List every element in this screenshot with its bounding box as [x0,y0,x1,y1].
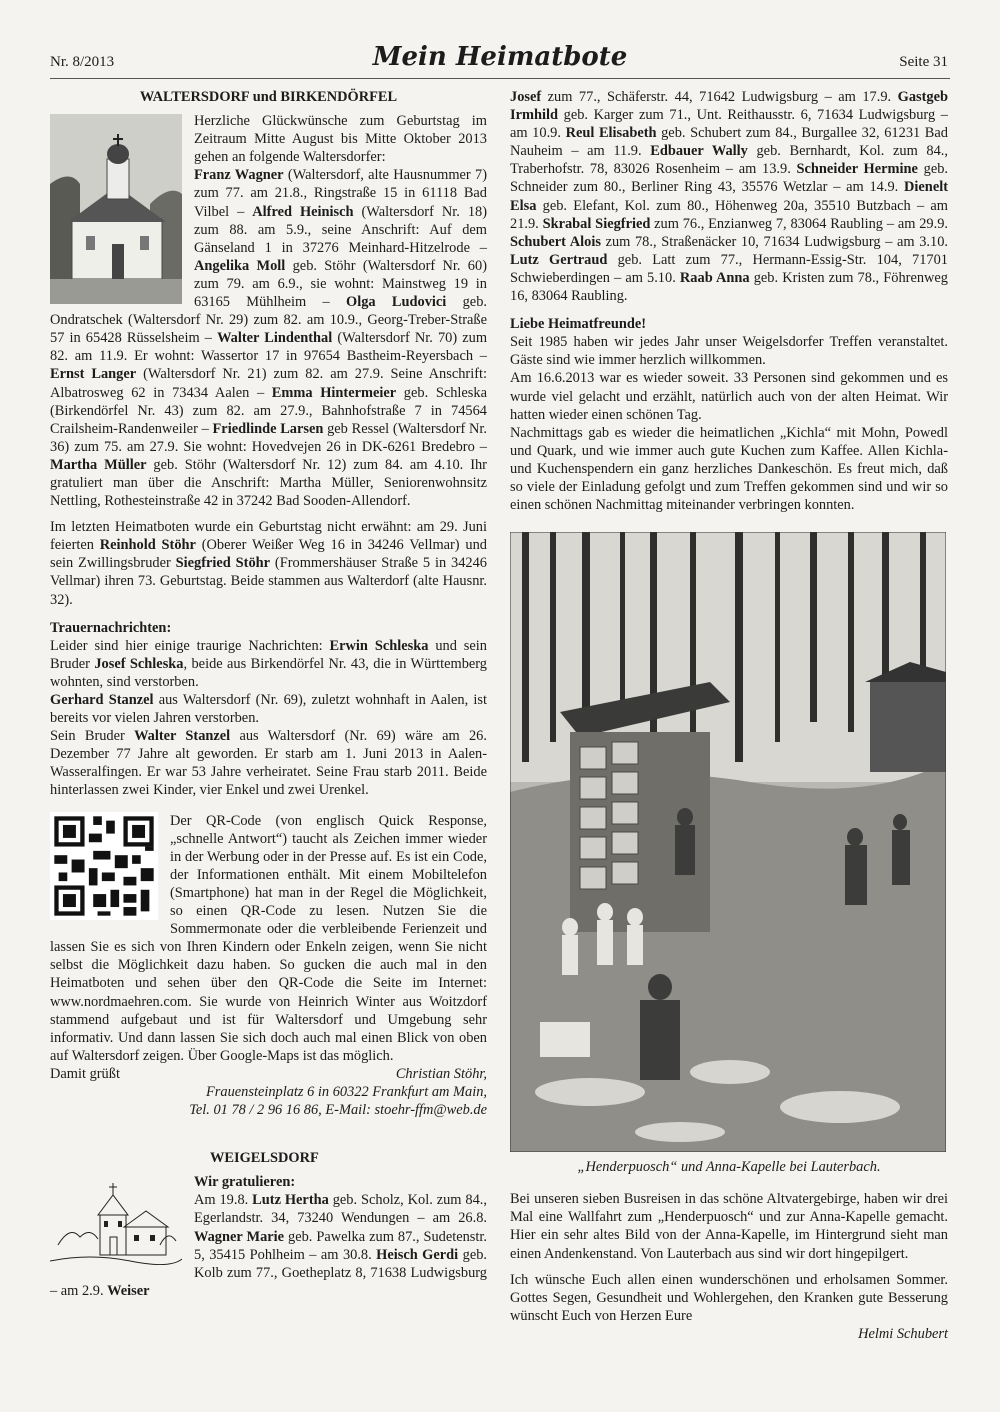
treffen-paragraph-1: Seit 1985 haben wir jedes Jahr unser Weigelsdorfer Treffen veranstaltet. Gäste sind wie immer herzlich willkommen. [510,334,948,369]
missed-birthday [50,518,487,608]
greeting: Damit grüßt [50,1065,120,1082]
page-number: Seite 31 [899,54,948,70]
text-run: geb. Bernhardt, Kol. zum 84., Traberhofstr. 78, 83026 Rosenheim – am 13.9. [510,143,948,178]
bold-name: Gerhard Stanzel [50,692,154,708]
bold-name: Heisch Gerdi [376,1246,459,1263]
bold-name: Josef [510,89,542,105]
page-header [0,42,1000,82]
bold-name: Reul Elisabeth [565,125,657,142]
left-column [50,88,487,1300]
text-run: aus Waltersdorf (Nr. 69) wäre am 26. Dezember 77 Jahre alt geworden. Er starb am 1. Juni 2013 in Aalen-Wasseralfingen. Er war 53 Jahre verheiratet. Seine Frau starb 2011. Beide hinterlassen zwei Kinder, vier Enkel und zwei Urenkel. [50,728,487,799]
text-run: geb. Schubert zum 84., Burgallee 32, 61231 Bad Nauheim – am 11.9. [510,125,948,160]
qr-code-text: Der QR-Code (von englisch Quick Response, „schnelle Antwort“) taucht als Zeichen immer wieder in der Werbung oder in der Presse auf. Es ist ein Code, der Informationen enthält. Mit einem Mobiltelefon (Smartphone) hat man in der Regel die Möglichkeit, so einen QR-Code zu lesen. Nutzen Sie die Sommermonate oder die verbleibende Ferienzeit und lassen Sie es sich von Ihren Kindern oder Enkeln zeigen, wenn Sie nicht selbst die Möglichkeit dazu haben. So gucken die auch mal in den Heimatboten und sehen über den QR-Code die Seite im Internet: www.nordmaehren.com. Sie wurde von Heinrich Winter aus Woitzdorf stammend aufgebaut und ist für Waltersdorf und Umgebung sehr informativ. Und dann lassen Sie sich doch auch mal einen Blick von oben auf Waltersdorf zeigen. Über Google-Maps ist das möglich. [50,812,487,1064]
text-run: Sein Bruder [50,728,135,745]
text-run: zum 77., Schäferstr. 44, 71642 Ludwigsburg – am 17.9. [541,89,898,105]
signature-contact: Tel. 01 78 / 2 96 16 86, E-Mail: stoehr-ffm@web.de [189,1102,487,1119]
text-run: geb. Kristen zum 78., Föhrenweg 16, 83064 Raubling. [510,269,948,305]
signature-address: Frauensteinplatz 6 in 60322 Frankfurt am Main, [205,1083,487,1100]
text-run: (Waltersdorf Nr. 18) zum 88. am 5.9., seine Anschrift: Auf dem Gänseland 1 in 37276 Meinhard-Hitzelrode – [194,203,488,256]
bold-name: Siegfried Stöhr [175,555,271,572]
bold-name: Raab Anna [679,269,750,286]
text-run: und sein Bruder [50,637,487,672]
village-sketch [50,1175,182,1271]
trauer-paragraph-1 [50,637,487,691]
bold-name: Edbauer Wally [650,143,748,160]
bold-name: Olga Ludovici [346,294,447,311]
text-run: geb. Schleska (Birkendörfel Nr. 43) zum 82. am 27.9., Bahnhofstraße 7 in 74564 Crailsheim-Randenweiler – [50,384,487,437]
text-run: Im letzten Heimatboten wurde ein Geburtstag nicht erwähnt: am 29. Juni feierten [50,519,487,554]
trauer-paragraph-3 [50,727,487,799]
bold-name: Alfred Heinisch [252,203,354,220]
closing-signature: Helmi Schubert [858,1325,948,1342]
right-column [510,88,948,1343]
bold-name: Lutz Hertha [252,1192,329,1209]
bold-name: Walter Stanzel [134,728,231,745]
text-run: aus Waltersdorf (Nr. 69), zuletzt wohnhaft in Aalen, ist bereits vor vielen Jahren verstorben. [50,692,487,727]
bold-name: Schneider Hermine [796,161,918,178]
text-run: geb. Stöhr (Waltersdorf Nr. 12) zum 84. am 4.10. Ihr gratuliert man über die Anschrift: Martha Müller, Seniorenwohnsitz Nettling, Rothesteinstraße 42 in 37242 Bad Sooden-Allendorf. [50,456,487,510]
header-rule [50,78,950,79]
bold-name: Wagner Marie [194,1228,285,1245]
treffen-paragraph-2: Am 16.6.2013 war es wieder soweit. 33 Personen sind gekommen und es wurde viel gelacht und erzählt, natürlich auch von der alten Heimat. Wir hatten wieder einen schönen Tag. [510,370,948,423]
signature-line [50,1065,487,1083]
henderpuosch-photo [510,532,946,1152]
masthead-logo: Mein Heimatbote [372,42,628,72]
text-run: geb. Pawelka zum 87., Sudetenstr. 5, 35415 Pohlheim – am 30.8. [194,1228,487,1263]
text-run: zum 78., Straßenäcker 10, 71634 Ludwigsburg – am 3.10. [600,233,948,250]
signature-name: Christian Stöhr, [395,1065,487,1082]
section-title-waltersdorf: WALTERSDORF und BIRKENDÖRFEL [139,89,398,105]
bold-name: Dienelt Elsa [510,179,948,214]
text-run: (Waltersdorf Nr. 21) zum 82. am 27.9. Seine Anschrift: Albatrosweg 62 in 73434 Aalen – [50,366,488,401]
bold-name: Angelika Moll [194,257,286,274]
congratulations-heading: Wir gratulieren: [194,1174,296,1191]
bold-name: Skrabal Siegfried [542,215,651,232]
text-run: geb. Ondratschek (Waltersdorf Nr. 29) zum 82. am 10.9., Georg-Treber-Straße 57 in 65428 Rüsselsheim – [50,294,487,347]
text-run: , beide aus Birkendörfel Nr. 43, die in Württemberg wohnten, sind verstorben. [50,655,487,690]
issue-number: Nr. 8/2013 [50,54,115,70]
text-run: Leider sind hier einige traurige Nachrichten: [50,637,330,654]
bold-name: Reinhold Stöhr [99,537,196,554]
bold-name: Weiser [107,1282,150,1299]
bold-name: Schubert Alois [510,233,601,250]
chapel-photo [50,114,182,304]
text-run: zum 76., Enzianweg 7, 83064 Raubling – am 29.9. [650,215,948,232]
closing-paragraph: Ich wünsche Euch allen einen wunderschönen und erholsamen Sommer. Gottes Segen, Gesundheit und Wohlergehen, den Kranken gute Besserung wünscht Euch von Herzen Eure [510,1271,948,1324]
bold-name: Friedlinde Larsen [212,420,324,437]
text-run: (Oberer Weißer Weg 16 in 34246 Vellmar) und sein Zwillingsbruder [50,537,487,572]
text-run: (Frommershäuser Straße 5 in 34246 Vellmar) ihren 73. Geburtstag. Beide stammen aus Walterdorf (alte Hausnr. 32). [50,555,487,608]
text-run: geb. Karger zum 71., Unt. Reithausstr. 6, 71634 Ludwigsburg – am 10.9. [510,107,948,142]
bold-name: Josef Schleska [94,655,184,672]
wallfahrt-paragraph: Bei unseren sieben Busreisen in das schöne Altvatergebirge, haben wir drei Mal eine Wallfahrt zum „Henderpuosch“ und zur Anna-Kapelle gemacht. Hier ein sehr altes Bild von der Anna-Kapelle, im Hintergrund sieht man einen Andenkenstand. Von Lauterbach aus sind wir dort hingepilgert. [510,1191,948,1262]
text-run: geb. Schneider zum 80., Berliner Ring 43, 35576 Wetzlar – am 14.9. [510,161,949,196]
weigelsdorf-birthdays-continued [510,88,948,305]
qr-code-image [50,812,158,920]
section-title-weigelsdorf: WEIGELSDORF [210,1150,319,1167]
photo-caption: „Henderpuosch“ und Anna-Kapelle bei Lauterbach. [577,1159,881,1176]
text-run: geb. Latt zum 77., Hermann-Essig-Str. 104, 71701 Schwieberdingen – am 5.10. [510,251,948,286]
bold-name: Walter Lindenthal [217,330,333,347]
bold-name: Gastgeb Irmhild [510,89,948,124]
text-run: geb. Kolb zum 77., Goetheplatz 8, 71638 Ludwigsburg – am 2.9. [50,1246,487,1299]
text-run: geb Ressel (Waltersdorf Nr. 36) zum 75. am 27.9. Sie wohnt: Hovedvejen 26 in DK-6261 Bredebro – [50,420,487,455]
bold-name: Erwin Schleska [329,637,429,654]
text-run: geb. Stöhr (Waltersdorf Nr. 60) zum 79. am 6.9., sie wohnt: Mainstweg 19 in 63165 Mühlheim – [194,257,487,311]
liebe-heading: Liebe Heimatfreunde! [510,316,647,333]
bold-name: Ernst Langer [50,366,137,383]
trauer-heading: Trauernachrichten: [50,619,172,636]
text-run: (Waltersdorf Nr. 70) zum 82. am 11.9. Er wohnt: Wassertor 17 in 97654 Bastheim-Reyersbach – [50,330,488,365]
bold-name: Emma Hintermeier [271,384,397,401]
treffen-paragraph-3: Nachmittags gab es wieder die heimatlichen „Kichla“ mit Mohn, Powedl und Quark, und wie immer auch gute Kuchen zum Kaffee. Allen Kichla- und Kuchenspendern ein ganz herzliches Dankeschön. Es freut mich, daß so viele der Einladung gefolgt und zum Treffen gekommen sind und wir so einen schönen Nachmittag miteinander verbringen konnten. [510,424,948,514]
birthday-intro: Herzliche Glückwünsche zum Geburtstag im Zeitraum Mitte August bis Mitte Oktober 2013 gehen an folgende Waltersdorfer: [194,113,487,166]
text-run: (Waltersdorf, alte Hausnummer 7) zum 77. am 21.8., Ringstraße 15 in 61118 Bad Vilbel – [194,167,488,220]
text-run: geb. Scholz, Kol. zum 84., Egerlandstr. 34, 73240 Wendungen – am 26.8. [194,1192,487,1227]
text-run: Am 19.8. [194,1192,253,1209]
bold-name: Martha Müller [50,456,147,473]
bold-name: Franz Wagner [194,167,284,184]
trauer-paragraph-2 [50,691,487,727]
text-run: geb. Elefant, Kol. zum 80., Höhenweg 20a, 35510 Butzbach – am 21.9. [510,197,948,232]
bold-name: Lutz Gertraud [510,251,608,268]
